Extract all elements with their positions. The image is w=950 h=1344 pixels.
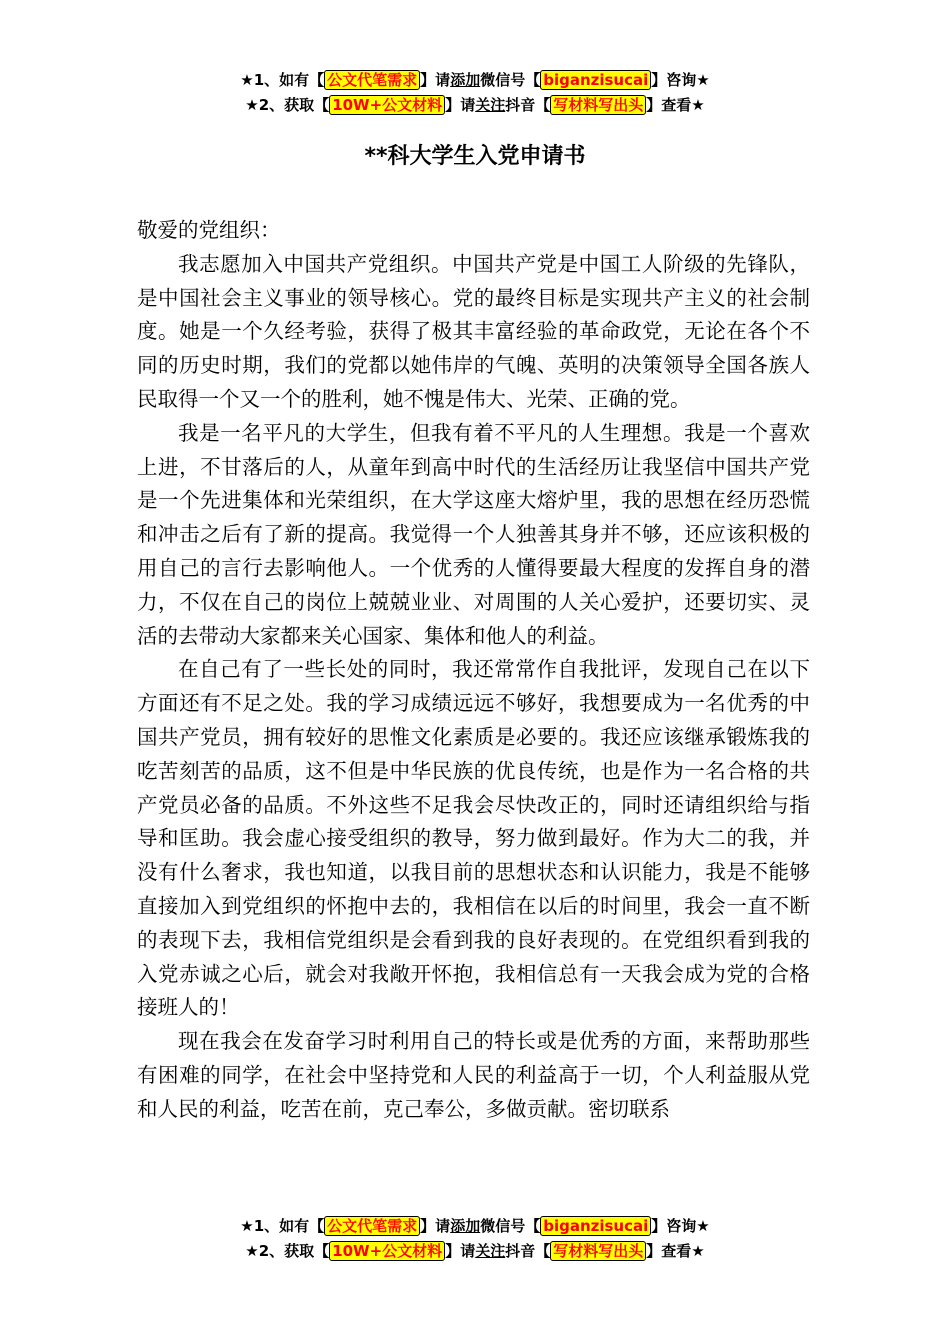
banner-line-1: ★1、如有【 公文代笔需求 】请添加微信号【 biganzisucai 】咨询★ bbox=[240, 71, 710, 89]
banner-highlight: 10W+公文材料 bbox=[329, 95, 445, 115]
salutation: 敬爱的党组织： bbox=[137, 218, 281, 242]
banner-line-2: ★2、获取【 10W+公文材料 】请关注抖音【 写材料写出头 】查看★ bbox=[245, 1242, 705, 1260]
banner-highlight: 10W+公文材料 bbox=[329, 1241, 445, 1261]
paragraph: 我志愿加入中国共产党组织。中国共产党是中国工人阶级的先锋队，是中国社会主义事业的领导核心。党的最终目标是实现共产主义的社会制度。她是一个久经考验，获得了极其丰富经验的革命政党，无论在各个不同的历史时期，我们的党都以她伟岸的气魄、英明的决策领导全国各族人民取得一个又一个的胜利，她不愧是伟大、光荣、正确的党。 bbox=[137, 251, 810, 411]
banner-highlight: 写材料写出头 bbox=[550, 95, 646, 115]
banner-highlight: 写材料写出头 bbox=[550, 1241, 646, 1261]
document-body bbox=[137, 214, 810, 1127]
paragraph: 现在我会在发奋学习时利用自己的特长或是优秀的方面，来帮助那些有困难的同学，在社会中坚持党和人民的利益高于一切，个人利益服从党和人民的利益，吃苦在前，克己奉公，多做贡献。密切联系 bbox=[137, 1029, 810, 1121]
banner-highlight: biganzisucai bbox=[540, 70, 651, 90]
banner-highlight: 公文代笔需求 bbox=[324, 1216, 420, 1236]
document-title: **科大学生入党申请书 bbox=[364, 144, 586, 169]
banner-highlight: 公文代笔需求 bbox=[324, 70, 420, 90]
footer-banner bbox=[0, 1214, 950, 1264]
header-banner bbox=[0, 68, 950, 118]
paragraph: 我是一名平凡的大学生，但我有着不平凡的人生理想。我是一个喜欢上进，不甘落后的人，从童年到高中时代的生活经历让我坚信中国共产党是一个先进集体和光荣组织，在大学这座大熔炉里，我的思想在经历恐慌和冲击之后有了新的提高。我觉得一个人独善其身并不够，还应该积极的用自己的言行去影响他人。一个优秀的人懂得要最大程度的发挥自身的潜力，不仅在自己的岗位上兢兢业业、对周围的人关心爱护，还要切实、灵活的去带动大家都来关心国家、集体和他人的利益。 bbox=[137, 420, 810, 648]
banner-highlight: biganzisucai bbox=[540, 1216, 651, 1236]
banner-line-2: ★2、获取【 10W+公文材料 】请关注抖音【 写材料写出头 】查看★ bbox=[245, 96, 705, 114]
paragraph: 在自己有了一些长处的同时，我还常常作自我批评，发现自己在以下方面还有不足之处。我的学习成绩远远不够好，我想要成为一名优秀的中国共产党员，拥有较好的思惟文化素质是必要的。我还应该继承锻炼我的吃苦刻苦的品质，这不但是中华民族的优良传统，也是作为一名合格的共产党员必备的品质。不外这些不足我会尽快改正的，同时还请组织给与指导和匡助。我会虚心接受组织的教导，努力做到最好。作为大二的我，并没有什么奢求，我也知道，以我目前的思想状态和认识能力，我是不能够直接加入到党组织的怀抱中去的，我相信在以后的时间里，我会一直不断的表现下去，我相信党组织是会看到我的良好表现的。在党组织看到我的入党赤诚之心后，就会对我敞开怀抱，我相信总有一天我会成为党的合格接班人的！ bbox=[137, 657, 810, 1020]
banner-line-1: ★1、如有【 公文代笔需求 】请添加微信号【 biganzisucai 】咨询★ bbox=[240, 1217, 710, 1235]
